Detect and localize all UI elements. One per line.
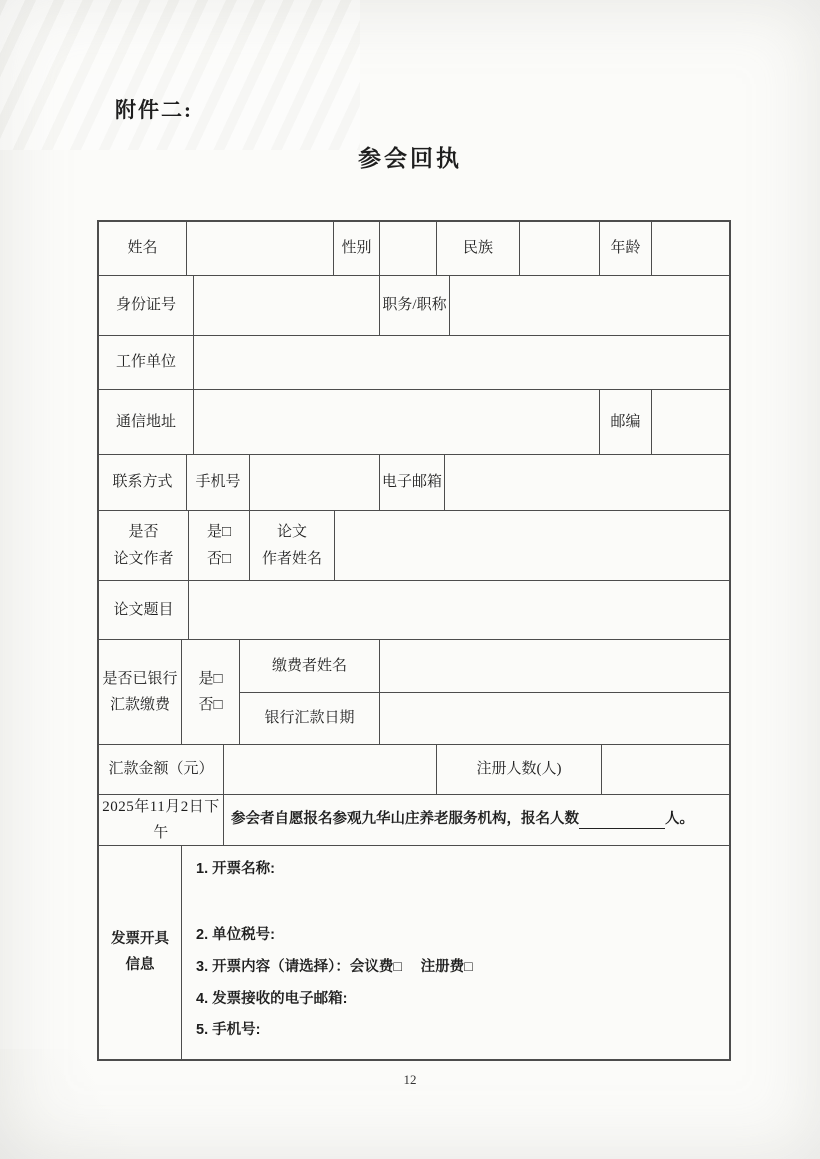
ethnicity-label: 民族 bbox=[436, 222, 519, 275]
invoice-items-cell bbox=[181, 846, 729, 1059]
bank-no-checkbox: 否□ bbox=[198, 697, 223, 713]
remit-date-label: 银行汇款日期 bbox=[264, 710, 355, 727]
payer-name-label: 缴费者姓名 bbox=[271, 657, 347, 674]
author-name-input-cell bbox=[334, 511, 729, 580]
author-name-label bbox=[249, 511, 334, 580]
email-input-cell bbox=[444, 455, 729, 510]
author-question-line1: 是否 bbox=[128, 524, 159, 541]
row-visit bbox=[99, 794, 729, 845]
invoice-item-name: 1. 开票名称: bbox=[196, 861, 275, 877]
row-invoice bbox=[99, 845, 729, 1059]
author-yes-checkbox: 是□ bbox=[206, 524, 232, 541]
bank-question-label bbox=[99, 640, 181, 744]
invoice-label-line1: 发票开具 bbox=[111, 931, 169, 948]
gender-input-cell bbox=[379, 222, 436, 275]
row-contact bbox=[99, 454, 729, 510]
author-name-line1: 论文 bbox=[276, 524, 307, 541]
paper-title-label: 论文题目 bbox=[113, 601, 174, 618]
author-question-label bbox=[99, 511, 188, 580]
row-basic-info bbox=[99, 222, 729, 275]
paper-title-input-cell bbox=[188, 581, 729, 639]
registrants-label: 注册人数(人) bbox=[436, 745, 601, 794]
row-id-position bbox=[99, 275, 729, 335]
remit-date-subrow bbox=[240, 692, 729, 745]
ethnicity-input-cell bbox=[519, 222, 599, 275]
author-question-line2: 论文作者 bbox=[113, 550, 174, 567]
name-label: 姓名 bbox=[127, 240, 158, 257]
author-name-line2: 作者姓名 bbox=[261, 550, 322, 567]
scan-artifact-bottom-left bbox=[0, 1049, 220, 1159]
payer-name-subrow bbox=[240, 640, 729, 692]
page-number: 12 bbox=[403, 1072, 417, 1087]
invoice-label bbox=[99, 846, 181, 1059]
email-label: 电子邮箱 bbox=[379, 455, 444, 510]
row-bank-remittance bbox=[99, 639, 729, 744]
visit-date-label: 2025年11月2日下午 bbox=[102, 798, 220, 841]
bank-yes-checkbox: 是□ bbox=[198, 670, 223, 687]
page-title: 参会回执 bbox=[358, 146, 462, 171]
payer-name-input-cell bbox=[379, 640, 729, 692]
contact-label: 联系方式 bbox=[112, 474, 173, 491]
mobile-input-cell bbox=[249, 455, 379, 510]
invoice-item-email: 4. 发票接收的电子邮箱: bbox=[196, 990, 348, 1007]
bank-detail-column bbox=[239, 640, 729, 744]
row-paper-title bbox=[99, 580, 729, 639]
attachment-label: 附件二: bbox=[115, 98, 193, 122]
visit-text-cell bbox=[223, 795, 729, 845]
invoice-label-line2: 信息 bbox=[125, 956, 155, 973]
row-address bbox=[99, 389, 729, 454]
postal-code-input-cell bbox=[651, 390, 729, 454]
reply-form-table bbox=[97, 220, 731, 1061]
id-number-input-cell bbox=[193, 276, 379, 335]
age-input-cell bbox=[651, 222, 729, 275]
mobile-label: 手机号 bbox=[186, 455, 249, 510]
row-work-unit bbox=[99, 335, 729, 389]
author-no-checkbox: 否□ bbox=[206, 550, 232, 567]
mailing-address-input-cell bbox=[193, 390, 599, 454]
invoice-item-tax-id: 2. 单位税号: bbox=[196, 926, 275, 943]
gender-label: 性别 bbox=[333, 222, 379, 275]
author-yes-no-cell bbox=[188, 511, 249, 580]
amount-label: 汇款金额（元） bbox=[108, 761, 214, 778]
age-label: 年龄 bbox=[599, 222, 651, 275]
visit-count-blank bbox=[579, 811, 665, 829]
position-title-label: 职务/职称 bbox=[379, 276, 449, 335]
invoice-item-mobile: 5. 手机号: bbox=[196, 1022, 261, 1039]
scan-artifact-top-left bbox=[0, 0, 360, 150]
work-unit-label: 工作单位 bbox=[115, 354, 176, 371]
position-title-input-cell bbox=[449, 276, 729, 335]
row-paper-author bbox=[99, 510, 729, 580]
bank-question-line1: 是否已银行 bbox=[102, 670, 178, 687]
postal-code-label: 邮编 bbox=[599, 390, 651, 454]
bank-yes-no-cell bbox=[181, 640, 239, 744]
amount-input-cell bbox=[223, 745, 436, 794]
remit-date-input-cell bbox=[379, 693, 729, 745]
registrants-input-cell bbox=[601, 745, 729, 794]
name-input-cell bbox=[186, 222, 333, 275]
mailing-address-label: 通信地址 bbox=[115, 413, 176, 430]
work-unit-input-cell bbox=[193, 336, 729, 389]
bank-question-line2: 汇款缴费 bbox=[109, 697, 170, 713]
invoice-item-content-checkboxes: 3. 开票内容（请选择）：会议费□ 注册费□ bbox=[196, 958, 473, 975]
row-amount bbox=[99, 744, 729, 794]
visit-text-before: 参会者自愿报名参观九华山庄养老服务机构，报名人数 bbox=[231, 811, 579, 828]
visit-text-after: 人。 bbox=[665, 811, 694, 828]
id-number-label: 身份证号 bbox=[115, 297, 176, 314]
